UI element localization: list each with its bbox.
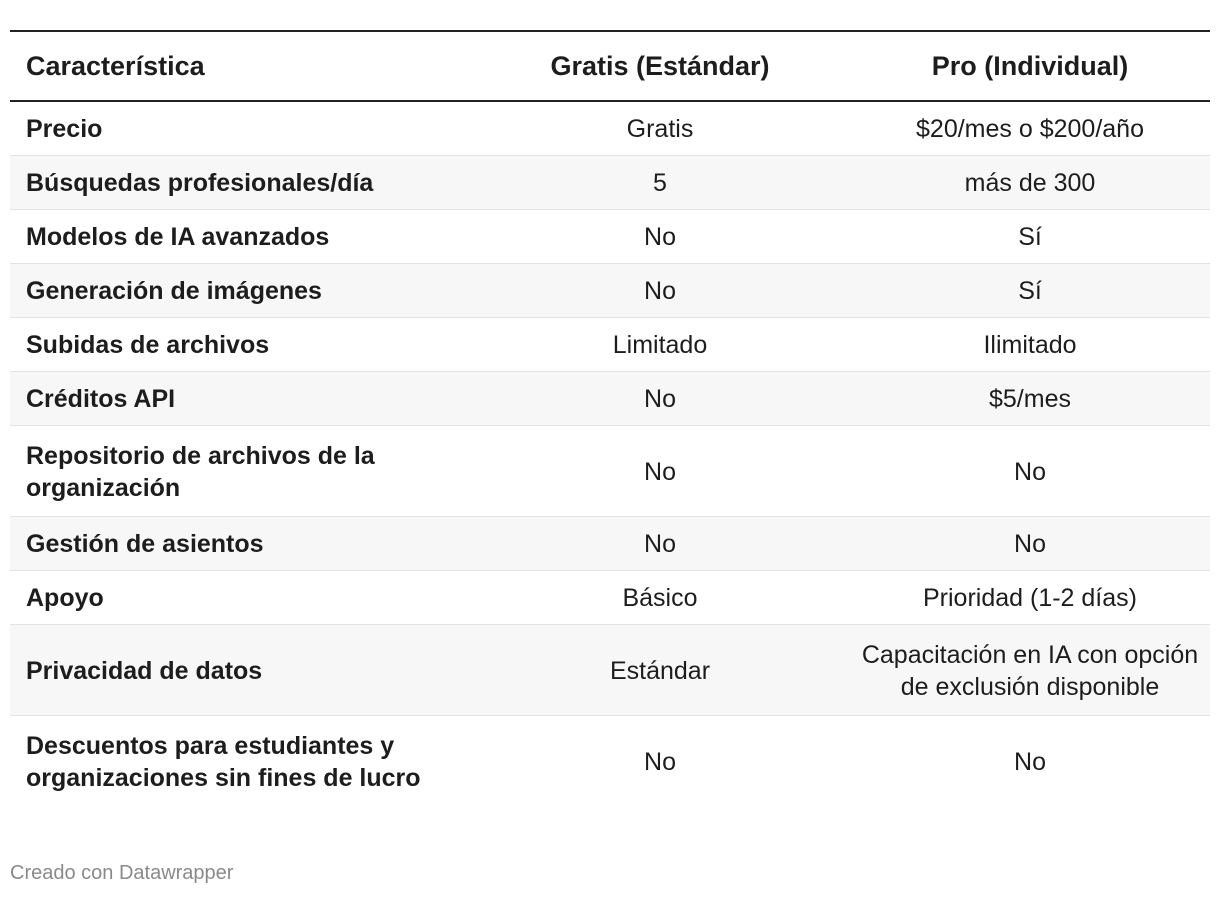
feature-cell: Precio	[26, 115, 103, 143]
header-row	[10, 31, 1210, 101]
table-body	[10, 101, 1210, 806]
feature-cell: Privacidad de datos	[26, 657, 263, 685]
free-value-cell: No	[644, 748, 676, 776]
comparison-table-container	[10, 30, 1210, 806]
table-row	[10, 156, 1210, 210]
free-value-cell: Limitado	[612, 331, 708, 359]
feature-cell: Búsquedas profesionales/día	[26, 169, 374, 197]
table-header	[10, 31, 1210, 101]
header-feature: Característica	[26, 50, 205, 81]
table-row	[10, 625, 1210, 716]
table-row	[10, 372, 1210, 426]
feature-cell: Apoyo	[26, 584, 104, 612]
free-value-cell: No	[644, 530, 676, 558]
table-row	[10, 101, 1210, 156]
free-value-cell: 5	[653, 169, 667, 197]
free-value-cell: Básico	[622, 584, 698, 612]
table-row	[10, 571, 1210, 625]
feature-cell: Subidas de archivos	[26, 331, 270, 359]
free-value-cell: No	[644, 385, 676, 413]
feature-cell: Descuentos para estudiantes y organizaciones sin fines de lucro	[26, 732, 421, 792]
pro-value-cell: $20/mes o $200/año	[916, 115, 1144, 143]
pro-value-cell: Capacitación en IA con opción de exclusión disponible	[861, 641, 1199, 701]
feature-cell: Generación de imágenes	[26, 277, 322, 305]
pro-value-cell: $5/mes	[989, 385, 1071, 413]
table-row	[10, 264, 1210, 318]
comparison-table	[10, 30, 1210, 806]
pro-value-cell: Sí	[1018, 277, 1042, 305]
free-value-cell: Gratis	[626, 115, 694, 143]
table-row	[10, 716, 1210, 807]
datawrapper-credit: Creado con Datawrapper	[10, 862, 234, 884]
table-row	[10, 517, 1210, 571]
pro-value-cell: Prioridad (1-2 días)	[923, 584, 1137, 612]
pro-value-cell: No	[1014, 458, 1046, 486]
pro-value-cell: No	[1014, 748, 1046, 776]
header-pro-plan: Pro (Individual)	[931, 50, 1129, 81]
pro-value-cell: más de 300	[964, 169, 1096, 197]
free-value-cell: Estándar	[609, 657, 711, 685]
pro-value-cell: Sí	[1018, 223, 1042, 251]
feature-cell: Créditos API	[26, 385, 176, 413]
table-row	[10, 210, 1210, 264]
feature-cell: Gestión de asientos	[26, 530, 264, 558]
free-value-cell: No	[644, 458, 676, 486]
header-free-plan: Gratis (Estándar)	[550, 50, 770, 81]
free-value-cell: No	[644, 223, 676, 251]
feature-cell: Repositorio de archivos de la organización	[26, 442, 375, 502]
pro-value-cell: Ilimitado	[983, 331, 1077, 359]
free-value-cell: No	[644, 277, 676, 305]
pro-value-cell: No	[1014, 530, 1046, 558]
table-row	[10, 318, 1210, 372]
table-row	[10, 426, 1210, 517]
feature-cell: Modelos de IA avanzados	[26, 223, 330, 251]
